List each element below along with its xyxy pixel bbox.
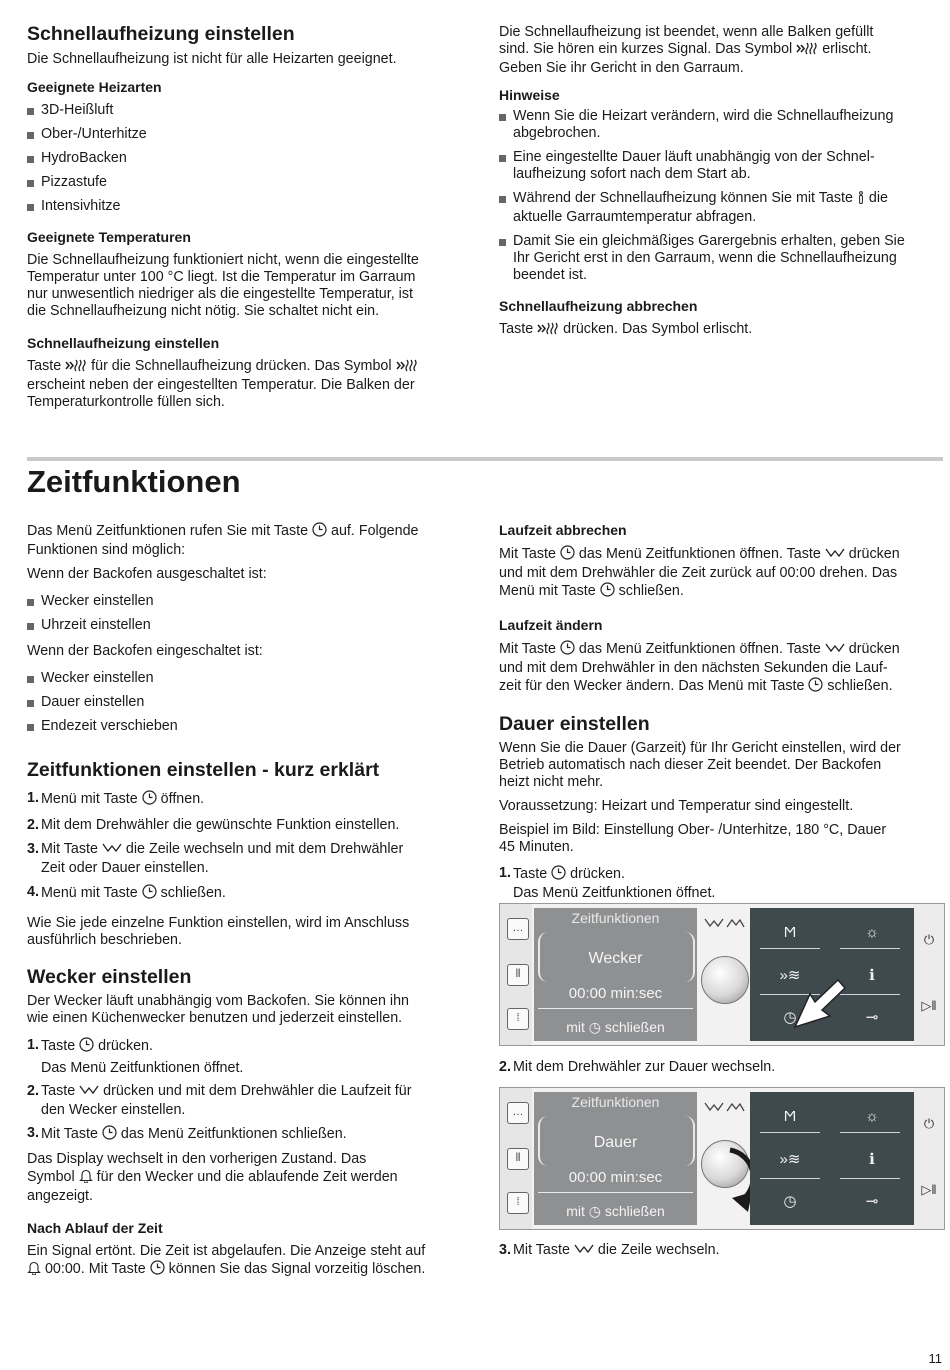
rapid-heat-icon: »≋ [779, 1151, 801, 1168]
function-panel [750, 1092, 914, 1225]
text: drücken. [570, 866, 625, 882]
text: zeit für den Wecker ändern. Das Menü mit Taste [499, 678, 805, 694]
play-pause-icon: ▷‖ [921, 998, 937, 1013]
text-line: laufheizung sofort nach dem Start ab. [513, 166, 751, 182]
wecker-steps [27, 1037, 472, 1145]
text: Menü mit Taste [499, 583, 596, 599]
zeitfunktionen-left-column [27, 522, 472, 1280]
step-item [27, 1037, 472, 1077]
kurz-steps [27, 790, 472, 904]
step-number: 1. [27, 1037, 39, 1053]
text-line: die Schnellaufheizung nicht nötig. Sie schaltet nicht ein. [27, 303, 380, 319]
text: für den Wecker und die ablaufende Zeit werden [96, 1169, 398, 1185]
display-time: 00:00 min:sec [568, 1169, 663, 1186]
light-icon: ☼ [865, 924, 879, 941]
clock-icon [551, 865, 566, 885]
text: Taste [499, 321, 534, 337]
menu-icon: … [507, 1102, 529, 1124]
list-item: Intensivhitze [27, 198, 472, 215]
section-heading: Wecker einstellen [27, 966, 192, 988]
text-line: Die Schnellaufheizung ist beendet, wenn alle Balken gefüllt [499, 24, 874, 40]
clock-icon: ◷ [588, 1203, 601, 1219]
text-line: Das Menü Zeitfunktionen öffnet. [41, 1060, 244, 1076]
panel-right-strip [914, 904, 944, 1045]
text-line: Damit Sie ein gleichmäßiges Garergebnis erhalten, geben Sie [513, 233, 905, 249]
subheading: Schnellaufheizung einstellen [27, 335, 220, 351]
text-line: Voraussetzung: Heizart und Temperatur sind eingestellt. [499, 798, 854, 814]
hinweise-list [499, 108, 944, 284]
text-line: heizt nicht mehr. [499, 774, 604, 790]
text-line: Der Wecker läuft unabhängig vom Backofen. Sie können ihn [27, 993, 410, 1009]
step-number: 1. [499, 865, 511, 881]
text: drücken [848, 641, 900, 657]
text-line [499, 321, 944, 340]
text: mit [566, 1019, 585, 1035]
subheading: Nach Ablauf der Zeit [27, 1220, 163, 1236]
display-divider [538, 1008, 693, 1009]
clock-icon [560, 545, 575, 565]
rapid-heat-icon [537, 322, 559, 340]
step-3-wrap [499, 1242, 944, 1261]
text-line: Wenn Sie die Heizart verändern, wird die Schnellaufheizung [513, 108, 894, 124]
cutlery-icon: ⫴ [507, 1148, 529, 1170]
text-line: Funktionen sind möglich: [27, 542, 186, 558]
display-close-hint [534, 1019, 697, 1036]
text-line: ausführlich beschrieben. [27, 932, 182, 948]
info-icon: ℹ [869, 967, 875, 984]
text: schließen. [827, 678, 893, 694]
text-line: erscheint neben der eingestellten Temperatur. Die Balken der [27, 377, 415, 393]
page-number: 11 [928, 1351, 942, 1366]
control-panel-figure [499, 1087, 945, 1230]
text-line [27, 1168, 472, 1188]
panel-left-strip [500, 904, 532, 1045]
step-number: 3. [499, 1242, 511, 1258]
text: drücken. Das Symbol erlischt. [563, 321, 753, 337]
step-number: 2. [27, 1083, 39, 1099]
text: Menü mit Taste [41, 885, 138, 901]
display-close-hint [534, 1203, 697, 1220]
text-line: Temperaturkontrolle füllen sich. [27, 394, 225, 410]
rapid-heat-icon [796, 42, 818, 60]
text-line [499, 640, 944, 660]
menu-icon: … [507, 918, 529, 940]
text: Symbol [27, 1169, 75, 1185]
text: auf. Folgende [331, 523, 419, 539]
step-2-wrap [499, 1059, 944, 1076]
clock-icon [150, 1260, 165, 1280]
chevron-down-icon [825, 548, 845, 565]
text-line: und mit dem Drehwähler die Zeit zurück auf 00:00 drehen. Das [499, 565, 898, 581]
section-heading: Zeitfunktionen einstellen - kurz erklärt [27, 759, 380, 781]
intro-text: Die Schnellaufheizung ist nicht für alle Heizarten geeignet. [27, 51, 397, 67]
text: Taste [41, 1083, 76, 1099]
pointer-arrow-icon [790, 972, 850, 1032]
text: öffnen. [160, 791, 205, 807]
clock-icon [142, 790, 157, 810]
subheading: Hinweise [499, 87, 560, 103]
function-panel [750, 908, 914, 1041]
text-line: Geben Sie ihr Gericht in den Garraum. [499, 60, 744, 76]
info-icon [857, 191, 865, 209]
section-heading: Schnellaufheizung einstellen [27, 23, 295, 45]
text: mit [566, 1203, 585, 1219]
text-line: Die Schnellaufheizung funktioniert nicht, wenn die eingestellte [27, 252, 419, 268]
text: Mit dem Drehwähler zur Dauer wechseln. [513, 1059, 776, 1075]
text-line: Beispiel im Bild: Einstellung Ober- /Unterhitze, 180 °C, Dauer [499, 822, 887, 838]
control-panel-figure [499, 903, 945, 1046]
text-line: nur unwesentlich niedriger als die eingestellte Temperatur, ist [27, 286, 413, 302]
chevron-down-icon [574, 1244, 594, 1261]
text-line: Wenn der Backofen eingeschaltet ist: [27, 643, 263, 659]
text-line [41, 1037, 472, 1057]
step-item [499, 1242, 944, 1261]
clock-icon: ◷ [783, 1193, 797, 1210]
text: schließen. [160, 885, 226, 901]
display-divider [538, 1192, 693, 1193]
text-line [499, 545, 944, 565]
subheading: Geeignete Temperaturen [27, 229, 191, 245]
dots-icon: ⁞ [507, 1008, 529, 1030]
list-item [499, 149, 944, 183]
text-line [41, 1083, 472, 1102]
text: die Zeile wechseln und mit dem Drehwähler [125, 841, 404, 857]
text-line: beendet ist. [513, 267, 587, 283]
text: drücken [848, 546, 900, 562]
list-item [499, 108, 944, 142]
schnellaufheizung-section [27, 23, 472, 411]
text-line: 45 Minuten. [499, 839, 574, 855]
text: Taste [41, 1038, 76, 1054]
text: drücken und mit dem Drehwähler die Laufzeit für [103, 1083, 412, 1099]
text: sind. Sie hören ein kurzes Signal. Das Symbol [499, 41, 793, 57]
clock-icon [560, 640, 575, 660]
step-number: 1. [27, 790, 39, 806]
text-line [27, 522, 472, 542]
divider [760, 948, 820, 949]
text-line: wie einen Küchenwecker benutzen und jederzeit einstellen. [27, 1010, 403, 1026]
text: 00:00. Mit Taste [44, 1261, 146, 1277]
text: schließen [604, 1203, 665, 1219]
list-item: Ober-/Unterhitze [27, 126, 472, 143]
clock-icon: ◷ [783, 1009, 797, 1026]
schnellaufheizung-right-column [499, 24, 944, 340]
display-title: Zeitfunktionen [571, 910, 660, 926]
text-line [499, 582, 944, 602]
info-icon: ℹ [869, 1151, 875, 1168]
text: Mit Taste [499, 641, 556, 657]
text-line [41, 841, 472, 860]
display [534, 1092, 697, 1225]
divider [840, 948, 900, 949]
list-item [499, 190, 944, 226]
text-line [27, 1260, 472, 1280]
step-item [27, 884, 472, 904]
clock-icon: ◷ [588, 1019, 601, 1035]
subheading: Geeignete Heizarten [27, 79, 162, 95]
chevron-buttons [703, 916, 745, 935]
chevron-down-icon [102, 843, 122, 860]
chevron-down-icon [79, 1085, 99, 1102]
rapid-heat-icon: »≋ [779, 967, 801, 984]
dauer-steps [499, 865, 944, 902]
text-line: Ihr Gericht erst in den Garraum, wenn die Schnellaufheizung [513, 250, 897, 266]
list-item: Wecker einstellen [27, 593, 472, 610]
display-main: Wecker [588, 950, 643, 967]
text: Das Menü Zeitfunktionen rufen Sie mit Taste [27, 523, 309, 539]
text: Mit Taste [513, 1242, 570, 1258]
text-line: Ein Signal ertönt. Die Zeit ist abgelaufen. Die Anzeige steht auf [27, 1243, 426, 1259]
text: schließen. [618, 583, 684, 599]
light-icon: ☼ [865, 1108, 879, 1125]
zeitfunktionen-right-column [499, 522, 944, 902]
text-line [499, 41, 944, 60]
text: das Menü Zeitfunktionen schließen. [120, 1126, 347, 1142]
key-icon: ⊸ [865, 1193, 879, 1210]
text: Mit dem Drehwähler die gewünschte Funktion einstellen. [41, 817, 400, 833]
step-number: 2. [499, 1059, 511, 1075]
list-item: Wecker einstellen [27, 670, 472, 687]
divider [840, 1132, 900, 1133]
list-item: Uhrzeit einstellen [27, 617, 472, 634]
heizarten-list [27, 102, 472, 215]
text-line [513, 865, 944, 885]
zeitfunktionen-title-wrap [27, 464, 727, 500]
text-line: Eine eingestellte Dauer läuft unabhängig von der Schnel- [513, 149, 875, 165]
display-title: Zeitfunktionen [571, 1094, 660, 1110]
text-line [499, 677, 944, 697]
text-line: Wenn der Backofen ausgeschaltet ist: [27, 566, 267, 582]
text-line: den Wecker einstellen. [41, 1102, 186, 1118]
clock-icon [102, 1125, 117, 1145]
step-item [27, 790, 472, 810]
text: Taste [27, 358, 62, 374]
text-line: aktuelle Garraumtemperatur abfragen. [513, 209, 757, 225]
divider [840, 1178, 900, 1179]
list-item: Dauer einstellen [27, 694, 472, 711]
text: Mit Taste [41, 1126, 98, 1142]
key-icon: ⊸ [865, 1009, 879, 1026]
step-number: 2. [27, 817, 39, 833]
text-line: Das Display wechselt in den vorherigen Zustand. Das [27, 1151, 367, 1167]
cutlery-icon: ⫴ [507, 964, 529, 986]
power-icon: ⏻ [923, 932, 935, 947]
text-line: Zeit oder Dauer einstellen. [41, 860, 209, 876]
text-line [27, 358, 472, 377]
text-line: Wenn Sie die Dauer (Garzeit) für Ihr Gericht einstellen, wird der [499, 740, 901, 756]
off-list [27, 593, 472, 634]
text: erlischt. [822, 41, 872, 57]
text: das Menü Zeitfunktionen öffnen. Taste [578, 546, 821, 562]
display-main: Dauer [593, 1134, 638, 1151]
text: Mit Taste [41, 841, 98, 857]
subheading: Laufzeit ändern [499, 617, 603, 633]
text-line: abgebrochen. [513, 125, 601, 141]
text: schließen [604, 1019, 665, 1035]
clock-icon [312, 522, 327, 542]
text-line: angezeigt. [27, 1188, 93, 1204]
on-list [27, 670, 472, 735]
text: können Sie das Signal vorzeitig löschen. [168, 1261, 426, 1277]
dauer-steps [499, 1242, 944, 1261]
display-time: 00:00 min:sec [568, 985, 663, 1002]
page-title: Zeitfunktionen [27, 464, 241, 499]
step-item [499, 865, 944, 902]
dauer-steps [499, 1059, 944, 1076]
text: Mit Taste [499, 546, 556, 562]
list-item: 3D-Heißluft [27, 102, 472, 119]
subheading: Schnellaufheizung abbrechen [499, 298, 698, 314]
panel-left-strip [500, 1088, 532, 1229]
play-pause-icon: ▷‖ [921, 1182, 937, 1197]
chevron-buttons [703, 1100, 745, 1119]
bell-icon [27, 1260, 41, 1280]
text: die Zeile wechseln. [597, 1242, 720, 1258]
clock-icon [600, 582, 615, 602]
section-divider [27, 457, 943, 461]
list-item: Pizzastufe [27, 174, 472, 191]
text-line: Betrieb automatisch nach dieser Zeit beendet. Der Backofen [499, 757, 882, 773]
rapid-heat-icon [396, 359, 418, 377]
clock-icon [79, 1037, 94, 1057]
text-line [513, 190, 944, 209]
clock-icon [142, 884, 157, 904]
text: für die Schnellaufheizung drücken. Das Symbol [91, 358, 392, 374]
clock-icon [808, 677, 823, 697]
text: drücken. [98, 1038, 153, 1054]
text: Taste [513, 866, 548, 882]
panel-right-strip [914, 1088, 944, 1229]
list-item [499, 233, 944, 284]
rapid-heat-icon [65, 359, 87, 377]
dots-icon: ⁞ [507, 1192, 529, 1214]
text-line: Temperatur unter 100 °C liegt. Ist die Temperatur im Garraum [27, 269, 416, 285]
step-number: 3. [27, 841, 39, 857]
step-item [499, 1059, 944, 1076]
step-item [27, 817, 472, 834]
divider [760, 1132, 820, 1133]
chevron-down-icon [825, 643, 845, 660]
step-item [27, 1125, 472, 1145]
subheading: Laufzeit abbrechen [499, 522, 627, 538]
text-line: Das Menü Zeitfunktionen öffnet. [513, 885, 716, 901]
text: Menü mit Taste [41, 791, 138, 807]
text: das Menü Zeitfunktionen öffnen. Taste [578, 641, 821, 657]
text: die [868, 190, 888, 206]
step-item [27, 1083, 472, 1119]
step-item [27, 841, 472, 877]
rotary-knob [701, 956, 749, 1004]
bell-icon [79, 1168, 93, 1188]
display [534, 908, 697, 1041]
menu-m-icon: Ϻ [783, 924, 797, 941]
text: Während der Schnellaufheizung können Sie mit Taste [513, 190, 853, 206]
text-line: und mit dem Drehwähler in den nächsten Sekunden die Lauf- [499, 660, 888, 676]
menu-m-icon: Ϻ [783, 1108, 797, 1125]
list-item: Endezeit verschieben [27, 718, 472, 735]
list-item: HydroBacken [27, 150, 472, 167]
power-icon: ⏻ [923, 1116, 935, 1131]
step-number: 3. [27, 1125, 39, 1141]
step-number: 4. [27, 884, 39, 900]
divider [760, 1178, 820, 1179]
text-line: Wie Sie jede einzelne Funktion einstellen, wird im Anschluss [27, 915, 410, 931]
section-heading: Dauer einstellen [499, 713, 650, 735]
